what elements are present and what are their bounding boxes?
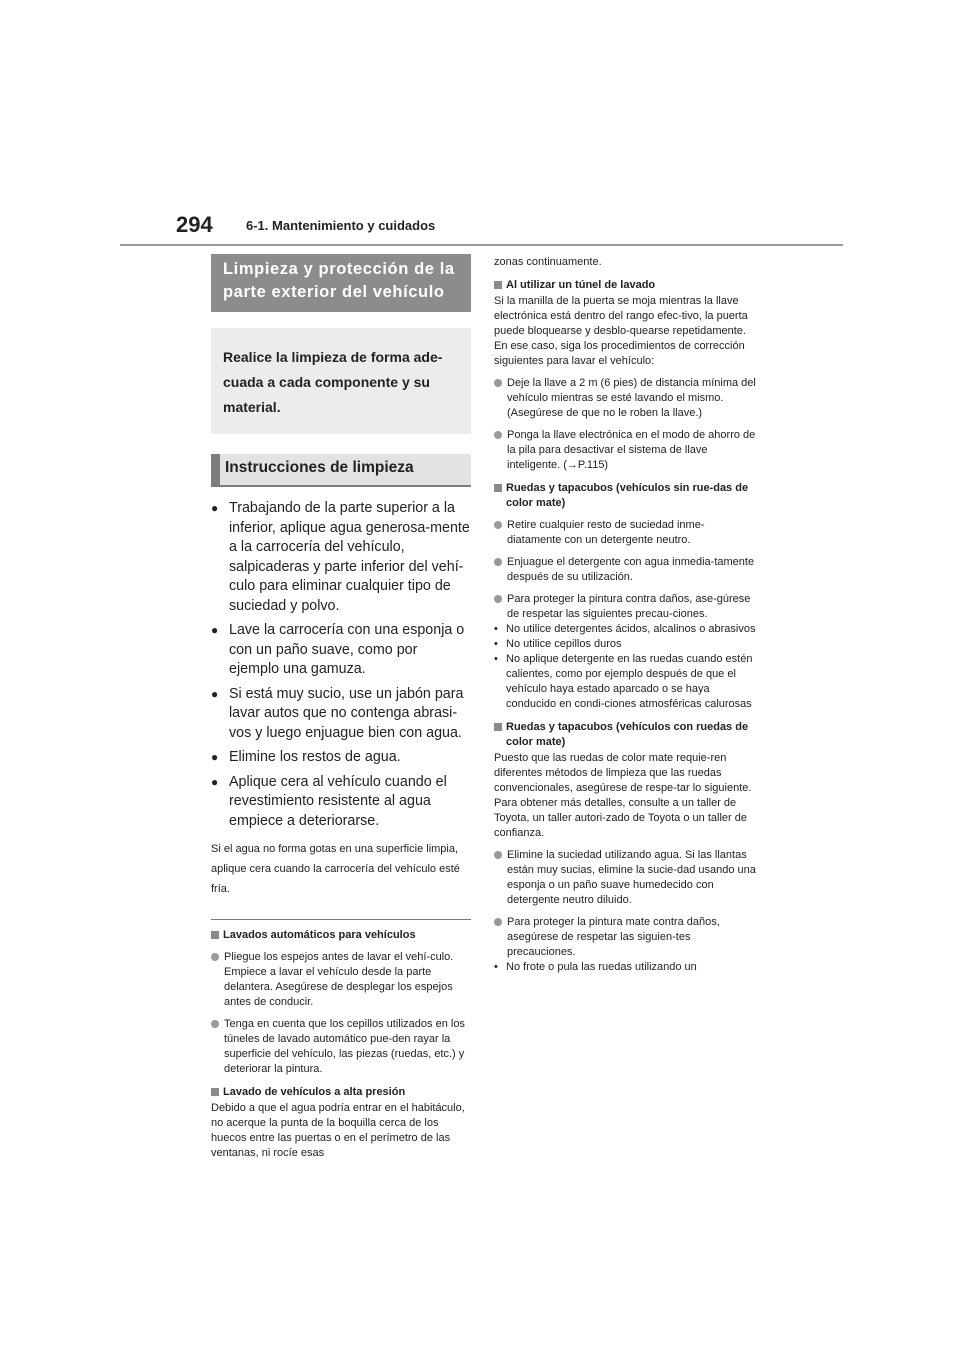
item-text: No frote o pula las ruedas utilizando un — [506, 961, 697, 973]
left-column — [211, 254, 471, 1161]
item-text: Elimine la suciedad utilizando agua. Si las llantas están muy sucias, elimine la sucie-dad usando una esponja o un paño suave humedecido con detergente neutro diluido. — [507, 849, 756, 906]
item-text: Ponga la llave electrónica en el modo de ahorro de la pila para desactivar el sistema de llave inteligente. (→P.115) — [507, 429, 756, 471]
circle-bullet-icon — [494, 431, 502, 439]
header-divider — [120, 244, 843, 246]
list-item — [494, 652, 756, 712]
square-bullet-icon — [211, 931, 219, 939]
dash-bullet-icon: • — [494, 961, 498, 973]
dash-bullet-icon: • — [494, 638, 498, 650]
bullet-text: Lave la carrocería con una esponja o con un paño suave, como por ejemplo una gamuza. — [229, 622, 465, 677]
bullet-icon: ● — [211, 686, 219, 701]
wheels-matte-heading — [494, 720, 756, 750]
list-item — [494, 555, 756, 585]
continuation-text: zonas continuamente. — [494, 256, 602, 268]
list-item — [211, 748, 471, 768]
circle-bullet-icon — [494, 379, 502, 387]
item-text: No utilice cepillos duros — [506, 638, 622, 650]
bullet-icon: ● — [211, 774, 219, 789]
divider — [211, 919, 471, 920]
section-title: Limpieza y protección de la parte exterior del vehículo — [211, 254, 471, 312]
list-item — [494, 637, 756, 652]
heading-text: Lavados automáticos para vehículos — [223, 929, 416, 941]
right-column — [494, 254, 756, 975]
tunnel-heading — [494, 278, 756, 293]
heading-text: Al utilizar un túnel de lavado — [506, 279, 656, 291]
item-text: Tenga en cuenta que los cepillos utilizados en los túneles de lavado automático pue-den rayar la superficie del vehículo, las piezas (ruedas, etc.) y deteriorar la pintura. — [224, 1018, 465, 1075]
bullet-text: Si está muy sucio, use un jabón para lavar autos que no contenga abrasi-vos y luego enjuague bien con agua. — [229, 685, 464, 741]
list-item — [494, 622, 756, 637]
precaution-list — [494, 622, 756, 712]
bullet-text: Trabajando de la parte superior a la inferior, aplique agua generosa-mente a la carrocería del vehículo, salpicaderas y parte inferior del vehí-culo para eliminar cualquier tipo de suciedad y polvo. — [229, 500, 470, 614]
list-item — [211, 685, 471, 744]
item-text: Pliegue los espejos antes de lavar el vehí-culo. Empiece a lavar el vehículo desde la parte delantera. Asegúrese de desplegar los espejos antes de conducir. — [224, 951, 454, 1008]
page-number: 294 — [176, 212, 213, 237]
wheels-no-matte-heading — [494, 481, 756, 511]
list-item — [494, 428, 756, 473]
heading-text: Ruedas y tapacubos (vehículos sin rue-das de color mate) — [506, 482, 749, 509]
list-item — [494, 592, 756, 622]
square-bullet-icon — [494, 281, 502, 289]
circle-bullet-icon — [494, 595, 502, 603]
list-item — [211, 621, 471, 680]
list-item — [494, 915, 756, 960]
list-item — [211, 950, 471, 1010]
wax-note: Si el agua no forma gotas en una superficie limpia, aplique cera cuando la carrocería del vehículo esté fría. — [211, 843, 460, 895]
cleaning-bullet-list — [211, 499, 471, 831]
tunnel-text: Si la manilla de la puerta se moja mientras la llave electrónica está dentro del rango efec-tivo, la puerta puede bloquearse y desblo-quearse repetidamente. En ese caso, siga los procedimientos de corrección siguientes para lavar el vehículo: — [494, 295, 748, 367]
auto-wash-heading — [211, 928, 471, 943]
bullet-icon: ● — [211, 623, 219, 637]
item-text: Retire cualquier resto de suciedad inme-diatamente con un detergente neutro. — [507, 519, 705, 546]
bullet-text: Aplique cera al vehículo cuando el revestimiento resistente al agua empiece a deteriorarse. — [229, 773, 447, 829]
dash-bullet-icon: • — [494, 653, 498, 665]
item-text: No aplique detergente en las ruedas cuando estén calientes, como por ejemplo después de que el vehículo haya estado aparcado o se haya conducido en condi-ciones atmosféricas calurosas — [506, 653, 753, 710]
list-item — [211, 1017, 471, 1077]
list-item — [494, 960, 756, 975]
item-text: No utilice detergentes ácidos, alcalinos o abrasivos — [506, 623, 756, 635]
bullet-icon: ● — [211, 501, 219, 515]
high-pressure-heading — [211, 1085, 471, 1100]
bullet-text: Elimine los restos de agua. — [229, 749, 401, 765]
item-text: Para proteger la pintura mate contra daños, asegúrese de respetar las siguien-tes precauciones. — [507, 916, 720, 958]
circle-bullet-icon — [494, 851, 502, 859]
item-text: Para proteger la pintura contra daños, ase-gúrese de respetar las siguientes precau-ciones. — [507, 593, 751, 620]
item-text: Enjuague el detergente con agua inmedia-tamente después de su utilización. — [507, 556, 755, 583]
dash-bullet-icon: • — [494, 623, 498, 635]
list-item — [494, 376, 756, 421]
heading-text: Lavado de vehículos a alta presión — [223, 1086, 406, 1098]
list-item — [494, 518, 756, 548]
circle-bullet-icon — [494, 558, 502, 566]
circle-bullet-icon — [494, 521, 502, 529]
circle-bullet-icon — [494, 918, 502, 926]
chapter-title: 6-1. Mantenimiento y cuidados — [246, 218, 436, 233]
list-item — [211, 499, 471, 616]
precaution-list — [494, 960, 756, 975]
square-bullet-icon — [211, 1088, 219, 1096]
cleaning-heading: Instrucciones de limpieza — [211, 454, 471, 487]
circle-bullet-icon — [211, 1020, 219, 1028]
heading-text: Ruedas y tapacubos (vehículos con ruedas de color mate) — [506, 721, 749, 748]
list-item — [494, 848, 756, 908]
wheels-matte-text: Puesto que las ruedas de color mate requie-ren diferentes métodos de limpieza que las ruedas convencionales, asegúrese de respe-tar lo siguiente. Para obtener más detalles, consulte a un taller de Toyota, un taller autori-zado de Toyota o un taller de confianza. — [494, 752, 752, 839]
square-bullet-icon — [494, 484, 502, 492]
list-item — [211, 773, 471, 832]
circle-bullet-icon — [211, 953, 219, 961]
high-pressure-text: Debido a que el agua podría entrar en el habitáculo, no acerque la punta de la boquilla cerca de los huecos entre las puertas o en el perímetro de las ventanas, ni rocíe esas — [211, 1102, 465, 1159]
bullet-icon: ● — [211, 750, 219, 764]
item-text: Deje la llave a 2 m (6 pies) de distancia mínima del vehículo mientras se esté lavando el mismo. (Asegúrese de que no le roben la llave.) — [507, 377, 756, 419]
square-bullet-icon — [494, 723, 502, 731]
intro-box: Realice la limpieza de forma ade-cuada a cada componente y su material. — [211, 328, 471, 434]
